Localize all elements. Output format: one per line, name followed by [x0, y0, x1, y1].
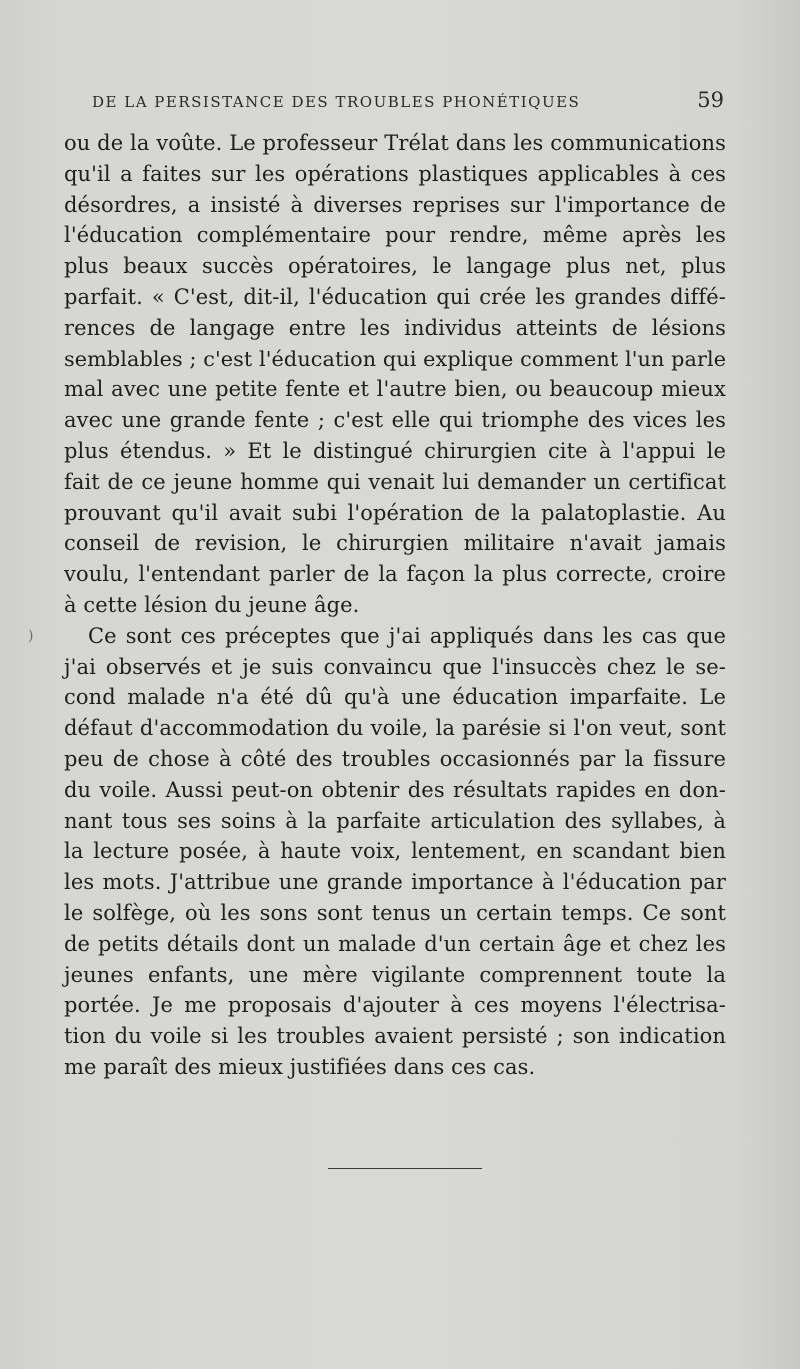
- text-line: parfait. « C'est, dit-il, l'éducation qui crée les grandes diffé-: [64, 284, 726, 309]
- text-line: plus étendus. » Et le distingué chirurgien cite à l'appui le: [64, 438, 726, 463]
- page-number: 59: [697, 88, 724, 112]
- text-line: voulu, l'entendant parler de la façon la plus correcte, croire: [64, 562, 726, 587]
- text-line: nant tous ses soins à la parfaite articulation des syllabes, à: [64, 808, 726, 833]
- text-line: peu de chose à côté des troubles occasionnés par la fissure: [64, 746, 726, 771]
- paragraph-start-line: Ce sont ces préceptes que j'ai appliqués dans les cas que: [88, 623, 726, 648]
- text-line: du voile. Aussi peut-on obtenir des résultats rapides en don-: [64, 777, 726, 802]
- margin-mark: ): [28, 628, 34, 644]
- text-line: plus beaux succès opératoires, le langage plus net, plus: [64, 254, 726, 279]
- text-line: semblables ; c'est l'éducation qui explique comment l'un parle: [64, 346, 727, 371]
- text-line: avec une grande fente ; c'est elle qui triomphe des vices les: [64, 408, 726, 433]
- text-line: fait de ce jeune homme qui venait lui demander un certificat: [64, 469, 726, 494]
- text-line: ou de la voûte. Le professeur Trélat dans les communications: [64, 131, 726, 155]
- text-line: portée. Je me proposais d'ajouter à ces moyens l'électrisa-: [64, 993, 726, 1018]
- text-line: défaut d'accommodation du voile, la parésie si l'on veut, sont: [64, 716, 726, 741]
- text-line: j'ai observés et je suis convaincu que l'insuccès chez le se-: [64, 654, 726, 679]
- text-line: conseil de revision, le chirurgien militaire n'avait jamais: [64, 531, 726, 556]
- text-line: mal avec une petite fente et l'autre bien, ou beaucoup mieux: [64, 377, 726, 402]
- text-line: rences de langage entre les individus atteints de lésions: [64, 315, 726, 340]
- text-line: de petits détails dont un malade d'un certain âge et chez les: [64, 931, 726, 956]
- section-end-rule: [328, 1168, 482, 1169]
- text-line: le solfège, où les sons sont tenus un certain temps. Ce sont: [64, 900, 726, 925]
- page-body: [64, 128, 726, 1083]
- running-header: [92, 88, 724, 114]
- text-line: qu'il a faites sur les opérations plastiques applicables à ces: [64, 161, 726, 186]
- text-line: tion du voile si les troubles avaient persisté ; son indication: [64, 1024, 726, 1049]
- text-line: désordres, a insisté à diverses reprises sur l'importance de: [64, 192, 726, 217]
- text-line: la lecture posée, à haute voix, lentement, en scandant bien: [64, 839, 726, 864]
- running-title: DE LA PERSISTANCE DES TROUBLES PHONÉTIQUES: [92, 93, 581, 111]
- text-line: jeunes enfants, une mère vigilante comprennent toute la: [64, 962, 726, 987]
- text-line: prouvant qu'il avait subi l'opération de la palatoplastie. Au: [64, 500, 726, 525]
- text-line: les mots. J'attribue une grande importance à l'éducation par: [64, 870, 726, 895]
- text-line: l'éducation complémentaire pour rendre, même après les: [64, 223, 726, 248]
- paragraph-end-line: me paraît des mieux justifiées dans ces cas.: [64, 1054, 536, 1079]
- paragraph-end-line: à cette lésion du jeune âge.: [64, 592, 360, 617]
- text-line: cond malade n'a été dû qu'à une éducation imparfaite. Le: [64, 685, 726, 710]
